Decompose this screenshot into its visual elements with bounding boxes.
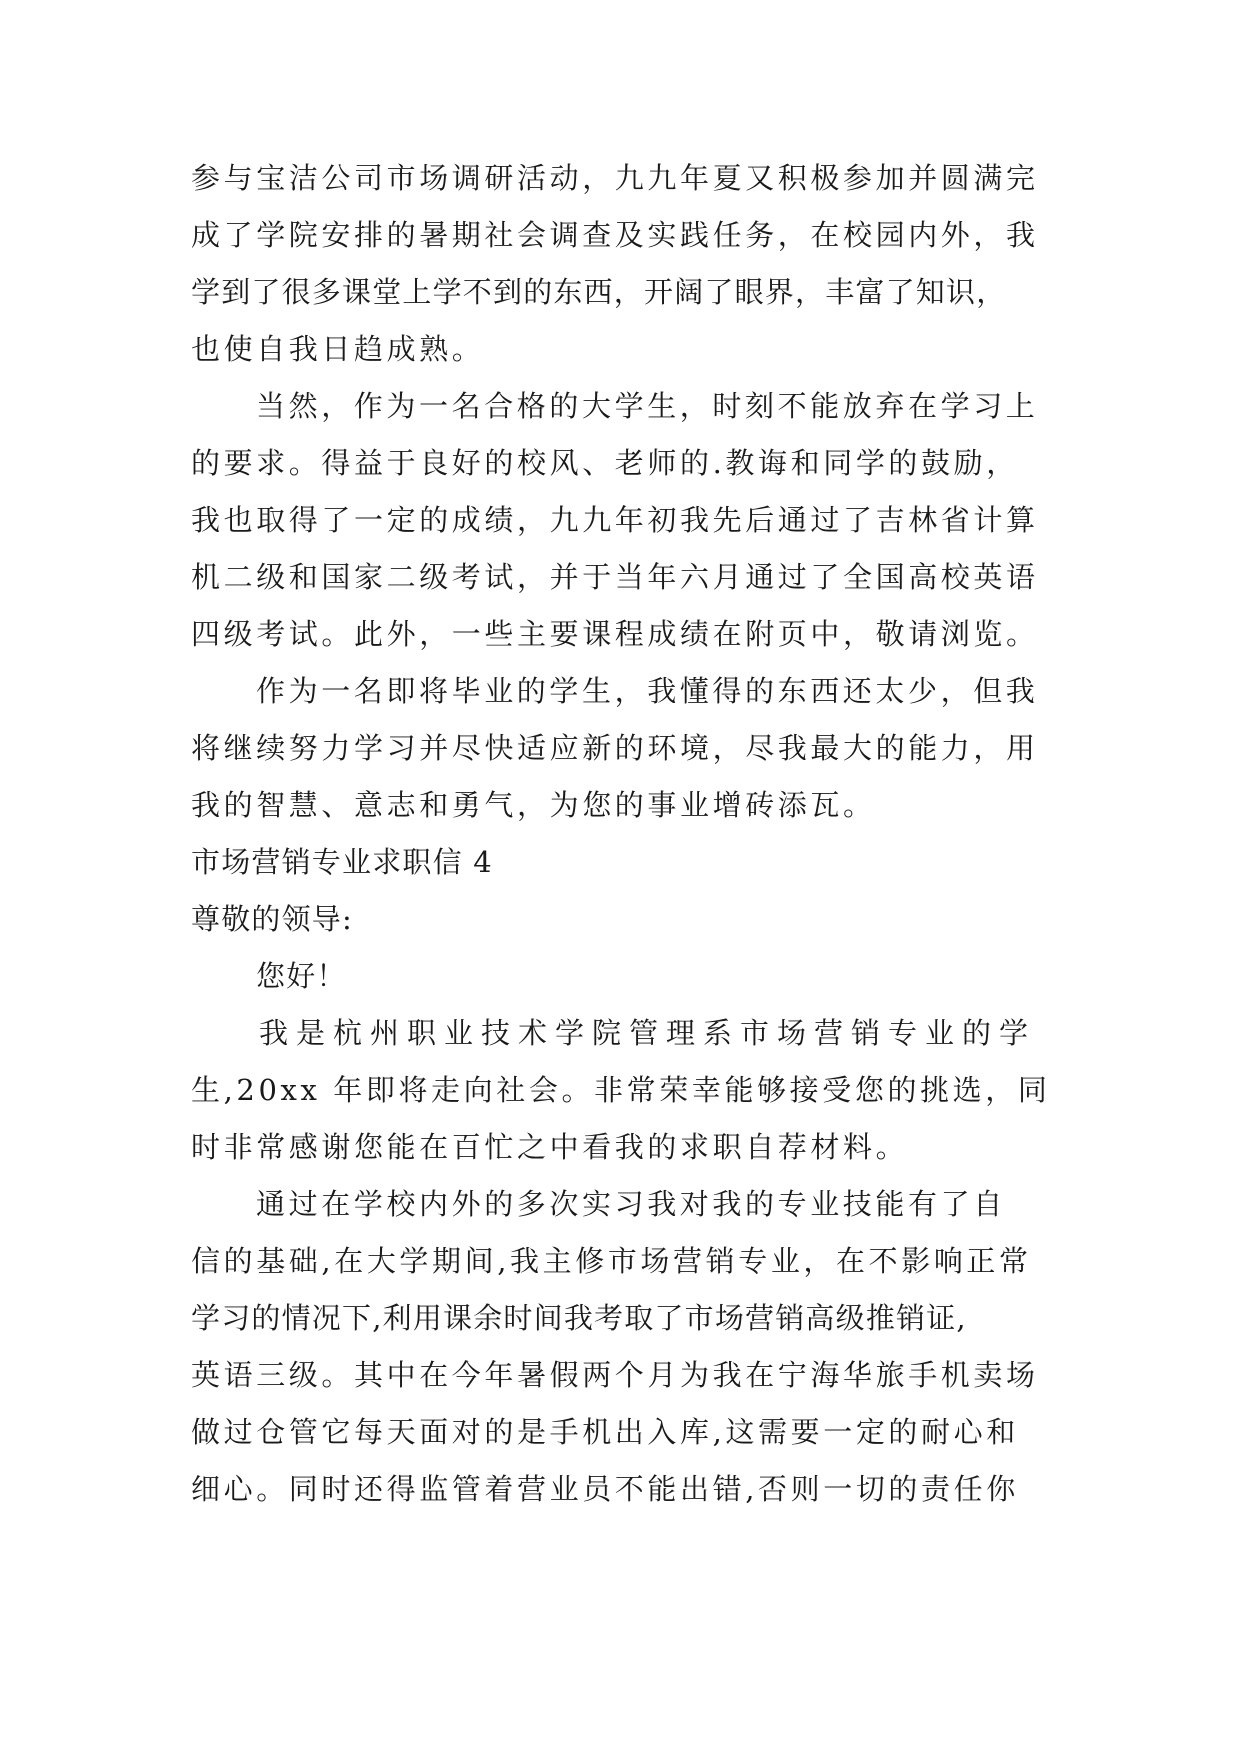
- text-line: 我也取得了一定的成绩，九九年初我先后通过了吉林省计算: [191, 503, 1039, 537]
- paragraph-5: [191, 1176, 1061, 1518]
- text-line: 机二级和国家二级考试，并于当年六月通过了全国高校英语: [191, 560, 1039, 594]
- text-line: 生,20xx 年即将走向社会。非常荣幸能够接受您的挑选，同: [191, 1073, 1051, 1107]
- text-line: 成了学院安排的暑期社会调查及实践任务，在校园内外，我: [191, 218, 1039, 252]
- text-line: 学习的情况下,利用课余时间我考取了市场营销高级推销证,: [191, 1301, 967, 1335]
- text-line: 学到了很多课堂上学不到的东西，开阔了眼界，丰富了知识，: [191, 275, 1007, 309]
- text-line: 将继续努力学习并尽快适应新的环境，尽我最大的能力，用: [191, 731, 1039, 765]
- salutation: 尊敬的领导:: [191, 902, 353, 936]
- paragraph-4: [191, 1005, 1061, 1176]
- section-heading: 市场营销专业求职信 4: [191, 845, 493, 879]
- paragraph-1: [191, 150, 1061, 378]
- text-line: 我的智慧、意志和勇气，为您的事业增砖添瓦。: [191, 788, 876, 822]
- text-line: 做过仓管它每天面对的是手机出入库,这需要一定的耐心和: [191, 1415, 1019, 1449]
- text-line: 四级考试。此外，一些主要课程成绩在附页中，敬请浏览。: [191, 617, 1039, 651]
- text-line: 通过在学校内外的多次实习我对我的专业技能有了自: [256, 1187, 1006, 1221]
- document-body: [191, 150, 1061, 1518]
- text-line: 作为一名即将毕业的学生，我懂得的东西还太少，但我: [256, 674, 1039, 708]
- greeting: 您好！: [256, 959, 347, 993]
- text-line: 参与宝洁公司市场调研活动，九九年夏又积极参加并圆满完: [191, 161, 1039, 195]
- paragraph-3: [191, 663, 1061, 834]
- text-line: 信的基础,在大学期间,我主修市场营销专业，在不影响正常: [191, 1244, 1032, 1278]
- text-line: 也使自我日趋成熟。: [191, 332, 485, 366]
- text-line: 细心。同时还得监管着营业员不能出错,否则一切的责任你: [191, 1472, 1019, 1506]
- text-line: 当然，作为一名合格的大学生，时刻不能放弃在学习上: [256, 389, 1039, 423]
- text-line: 的要求。得益于良好的校风、老师的.教诲和同学的鼓励，: [191, 446, 1019, 480]
- paragraph-2: [191, 378, 1061, 663]
- text-line: 时非常感谢您能在百忙之中看我的求职自荐材料。: [191, 1130, 909, 1164]
- text-line: 我是杭州职业技术学院管理系市场营销专业的学: [259, 1016, 1037, 1050]
- text-line: 英语三级。其中在今年暑假两个月为我在宁海华旅手机卖场: [191, 1358, 1039, 1392]
